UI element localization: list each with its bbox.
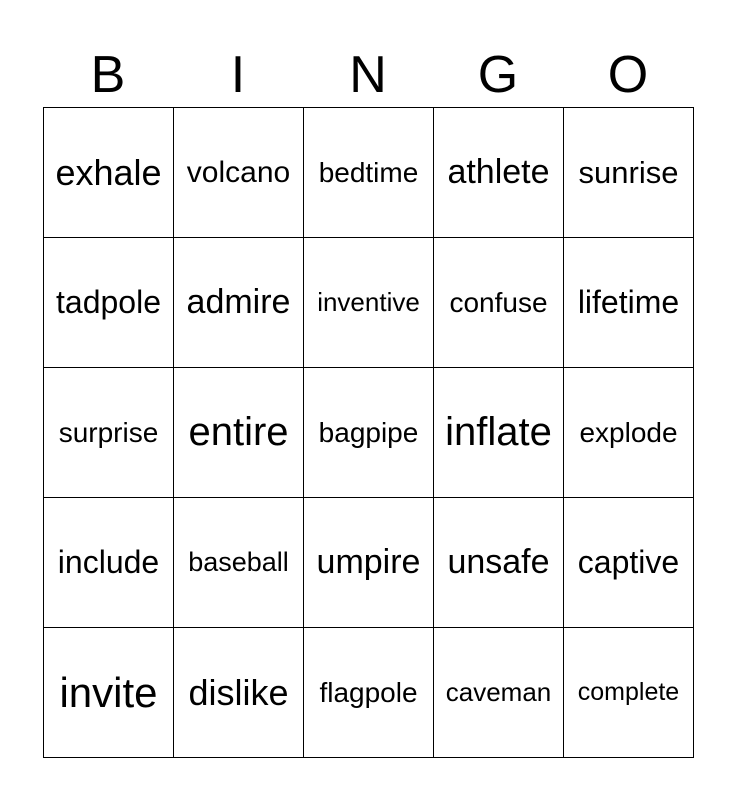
- bingo-cell: entire: [174, 368, 304, 498]
- bingo-board: [43, 107, 694, 758]
- bingo-cell: unsafe: [434, 498, 564, 628]
- bingo-cell: exhale: [44, 108, 174, 238]
- bingo-cell: sunrise: [564, 108, 694, 238]
- bingo-cell: inflate: [434, 368, 564, 498]
- header-letter-n: N: [349, 46, 387, 104]
- bingo-cell: inventive: [304, 238, 434, 368]
- bingo-cell: complete: [564, 628, 694, 758]
- header-letter-g: G: [477, 46, 519, 104]
- bingo-cell: dislike: [174, 628, 304, 758]
- bingo-cell: surprise: [44, 368, 174, 498]
- bingo-cell: include: [44, 498, 174, 628]
- bingo-cell: confuse: [434, 238, 564, 368]
- bingo-header: [43, 44, 693, 106]
- bingo-cell: bedtime: [304, 108, 434, 238]
- header-letter-o: O: [607, 46, 649, 104]
- header-letter-i: I: [230, 46, 246, 104]
- bingo-cell: explode: [564, 368, 694, 498]
- bingo-cell: flagpole: [304, 628, 434, 758]
- bingo-cell: bagpipe: [304, 368, 434, 498]
- header-letter-b: B: [90, 46, 126, 104]
- bingo-cell: caveman: [434, 628, 564, 758]
- bingo-cell: admire: [174, 238, 304, 368]
- bingo-cell: lifetime: [564, 238, 694, 368]
- bingo-cell: umpire: [304, 498, 434, 628]
- bingo-cell: captive: [564, 498, 694, 628]
- bingo-cell: tadpole: [44, 238, 174, 368]
- bingo-cell: invite: [44, 628, 174, 758]
- bingo-cell: baseball: [174, 498, 304, 628]
- bingo-cell: athlete: [434, 108, 564, 238]
- bingo-cell: volcano: [174, 108, 304, 238]
